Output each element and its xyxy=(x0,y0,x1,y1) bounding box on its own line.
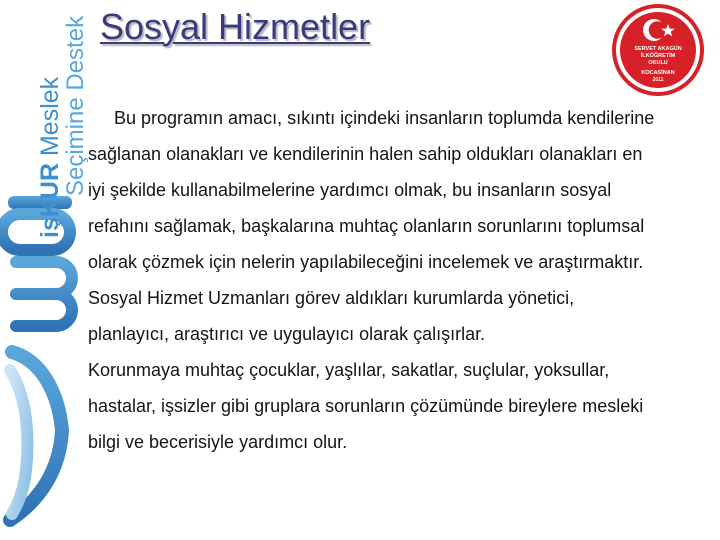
brand-line-2: Seçimine Destek xyxy=(62,15,89,196)
school-emblem-seal-icon xyxy=(610,2,706,98)
paragraph-3 xyxy=(88,352,716,460)
emblem-line-3: OKULU xyxy=(648,60,668,66)
paragraph-line: olarak çözmek için nelerin yapılabileceğini incelemek ve araştırmaktır. xyxy=(88,252,644,272)
paragraph-line: sağlanan olanakları ve kendilerinin halen sahip oldukları olanakları en xyxy=(88,144,643,164)
brand-line-1 xyxy=(36,77,65,238)
paragraph-line: refahını sağlamak, başkalarına muhtaç olanların sorunlarını toplumsal xyxy=(88,216,645,236)
page-title: Sosyal Hizmetler xyxy=(100,6,371,47)
brand-strip xyxy=(0,0,92,540)
paragraph-line: bilgi ve becerisiyle yardımcı olur. xyxy=(88,432,348,452)
emblem-line-1: SERVET AKAGÜN xyxy=(634,46,682,52)
paragraph-line: Korunmaya muhtaç çocuklar, yaşlılar, sakatlar, suçlular, yoksullar, xyxy=(88,360,610,380)
emblem-line-4: KOCASİNAN xyxy=(641,70,675,76)
paragraph-line: hastalar, işsizler gibi gruplara sorunların çözümünde bireylere mesleki xyxy=(88,396,644,416)
brand-line-1-bold: işKUR xyxy=(36,162,64,238)
paragraph-line: planlayıcı, araştırıcı ve uygulayıcı olarak çalışırlar. xyxy=(88,324,486,344)
paragraph-2 xyxy=(88,280,716,352)
body-text xyxy=(88,100,716,460)
paragraph-line: iyi şekilde kullanabilmelerine yardımcı olmak, bu insanların sosyal xyxy=(88,180,612,200)
brand-line-1-rest: Meslek xyxy=(36,76,64,163)
paragraph-1 xyxy=(88,100,716,280)
paragraph-line: Bu programın amacı, sıkıntı içindeki insanların toplumda kendilerine xyxy=(114,108,655,128)
paragraph-line: Sosyal Hizmet Uzmanları görev aldıkları kurumlarda yönetici, xyxy=(88,288,575,308)
emblem-line-5: 2011 xyxy=(652,77,664,83)
emblem-line-2: İLKÖĞRETİM xyxy=(640,53,676,59)
